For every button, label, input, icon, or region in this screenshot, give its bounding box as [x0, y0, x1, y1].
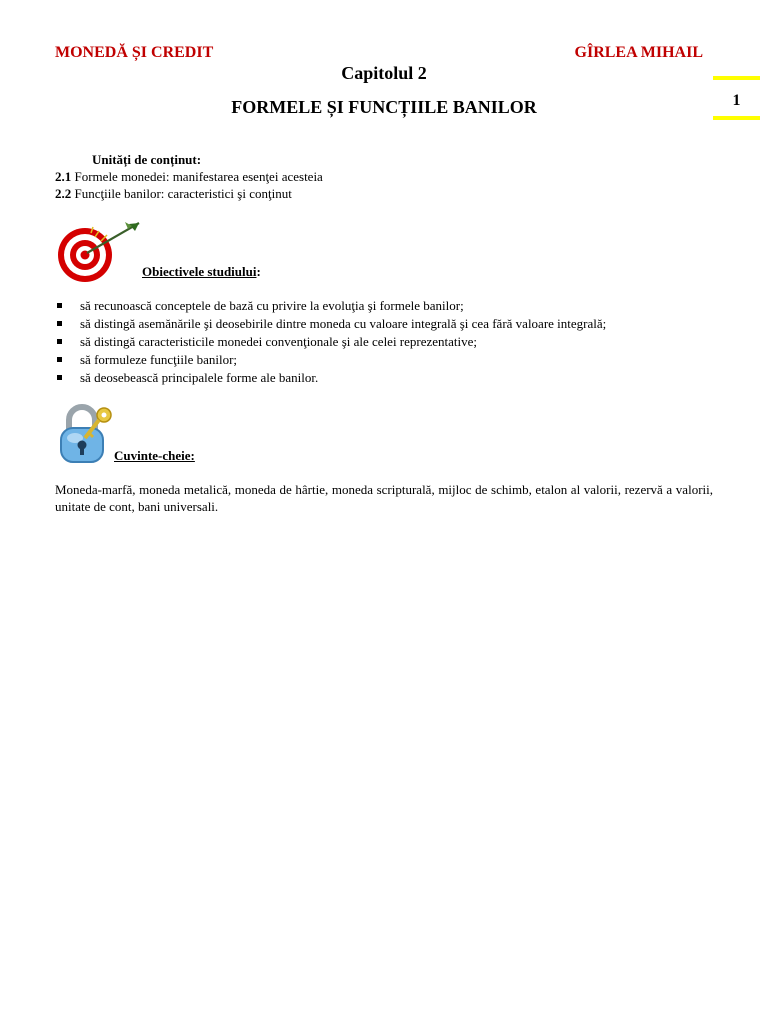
unit-number: 2.2 [55, 186, 72, 201]
keywords-heading: Cuvinte-cheie: [114, 448, 195, 463]
objective-item: să deosebească principalele forme ale banilor. [55, 369, 715, 387]
padlock-key-icon [55, 404, 115, 466]
header-author: GÎRLEA MIHAIL [574, 44, 703, 61]
unit-item [55, 169, 323, 185]
objective-item: să distingă asemănările şi deosebirile dintre moneda cu valoare integrală şi cea fără valoare integrală; [55, 315, 715, 333]
objective-item: să distingă caracteristicile monedei convenţionale şi ale celei reprezentative; [55, 333, 715, 351]
objective-item: să recunoască conceptele de bază cu privire la evoluţia şi formele banilor; [55, 297, 715, 315]
units-heading: Unități de conținut: [92, 152, 202, 167]
keywords-text: Moneda-marfă, moneda metalică, moneda de hârtie, moneda scripturală, mijloc de schimb, etalon al valorii, rezervă a valorii, unitate de cont, bani universali. [55, 482, 713, 514]
square-bullet-icon [57, 339, 62, 344]
square-bullet-icon [57, 303, 62, 308]
objectives-heading: Obiectivele studiului: [142, 264, 261, 279]
target-arrow-icon [55, 219, 145, 283]
square-bullet-icon [57, 321, 62, 326]
unit-text: Funcţiile banilor: caracteristici şi conţinut [71, 186, 292, 201]
header-course-title: MONEDĂ ȘI CREDIT [55, 44, 214, 61]
square-bullet-icon [57, 375, 62, 380]
chapter-title: FORMELE ȘI FUNCȚIILE BANILOR [231, 97, 537, 117]
square-bullet-icon [57, 357, 62, 362]
unit-number: 2.1 [55, 169, 72, 184]
unit-item [55, 186, 292, 202]
objective-item: să formuleze funcţiile banilor; [55, 351, 715, 369]
unit-text: Formele monedei: manifestarea esenţei acesteia [71, 169, 323, 184]
page-number: 1 [732, 92, 741, 109]
chapter-label: Capitolul 2 [341, 63, 427, 83]
objectives-list [55, 297, 715, 387]
